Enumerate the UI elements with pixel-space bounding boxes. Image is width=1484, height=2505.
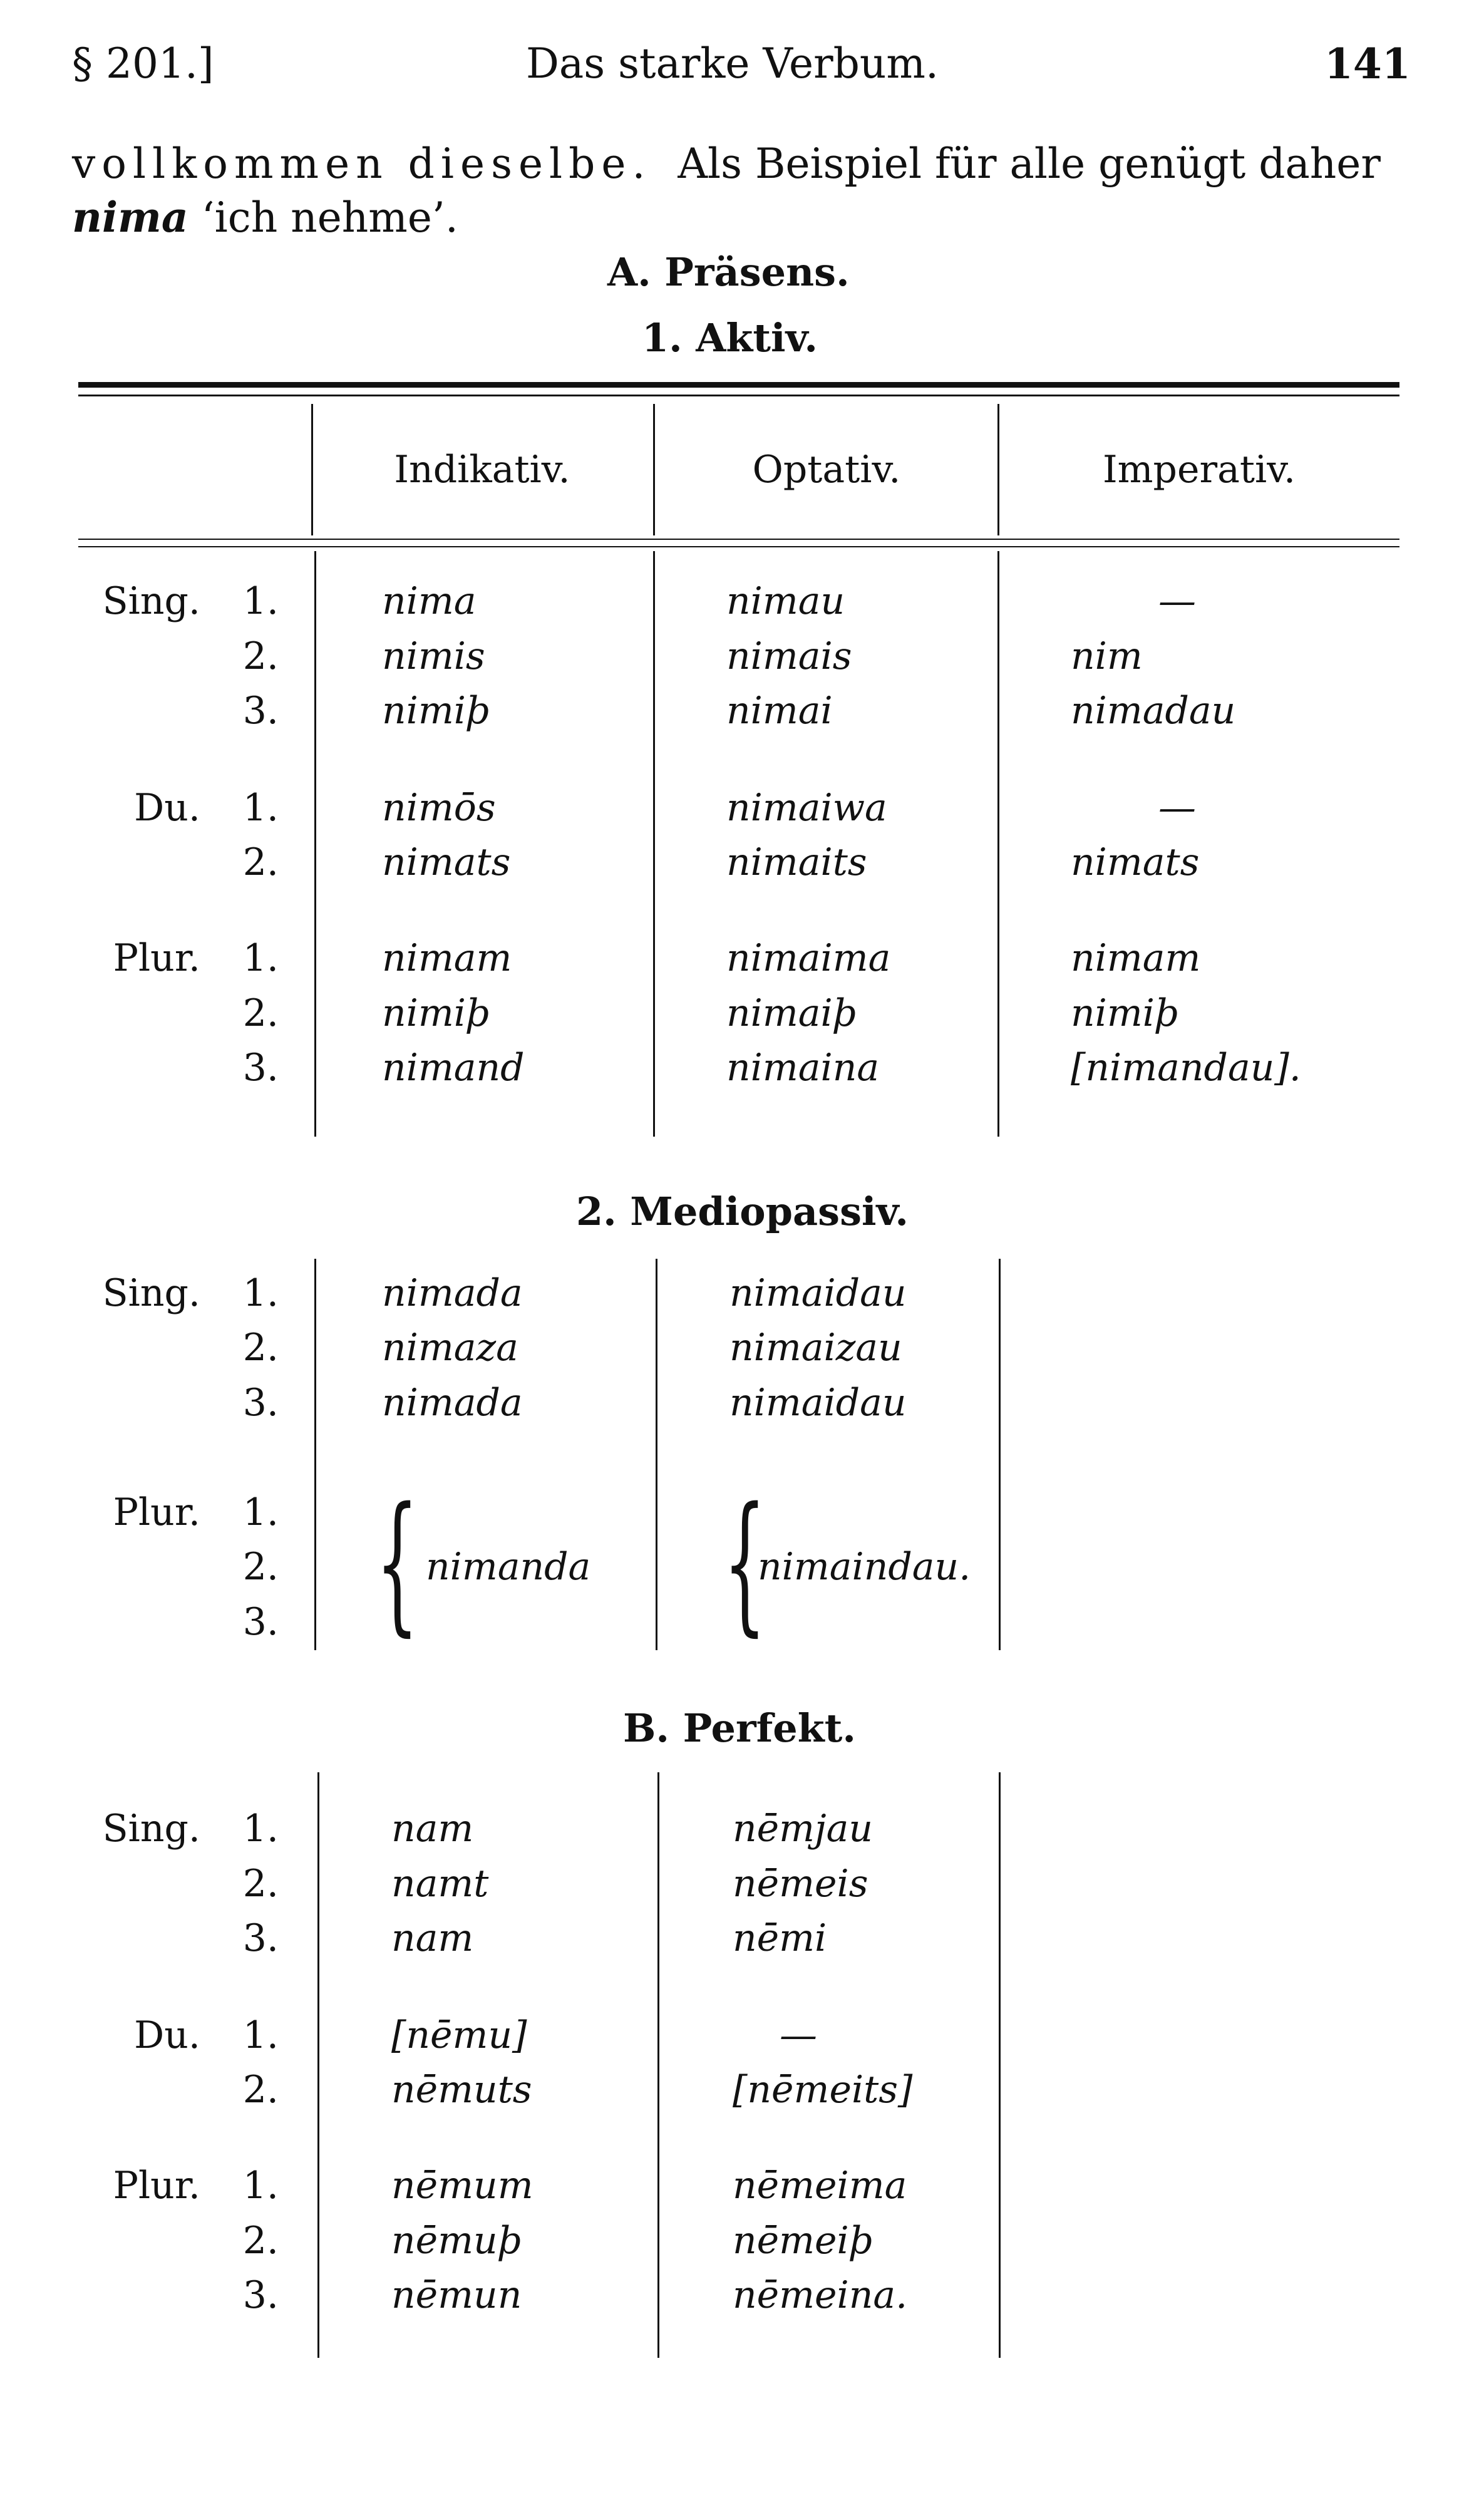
row-number: 2. [242,1545,279,1589]
indikativ-form: nimiþ [382,689,490,733]
aktiv-heading: 1. Aktiv. [642,315,818,361]
perfekt-optativ-form: — [780,2013,817,2057]
imperativ-form: nim [1071,634,1143,678]
row-number: 2. [242,991,279,1035]
brace-indikativ-plural: { [376,1475,419,1650]
running-title: Das starke Verbum. [526,39,939,88]
optativ-form: nimais [726,634,852,678]
section-reference: § 201.] [72,39,214,88]
indikativ-form: nimōs [382,786,496,830]
perfekt-divider-2 [657,1772,659,2358]
optativ-form: nimau [726,579,845,623]
indikativ-form: nimand [382,1046,525,1090]
row-number: 1. [242,936,279,980]
medio-divider-3 [999,1259,1001,1650]
indikativ-form: nimats [382,840,511,884]
row-number: 3. [242,689,279,733]
medio-indikativ-form: nimaza [382,1326,518,1370]
row-number: 3. [242,2273,279,2317]
perfekt-optativ-form: nēmjau [733,1807,873,1851]
row-group-label: Plur. [113,2164,200,2208]
imperativ-form: nimiþ [1071,991,1179,1035]
imperativ-form: — [1158,579,1196,623]
row-number: 2. [242,1326,279,1370]
perfekt-indikativ-form: [nēmu] [391,2013,527,2057]
perfekt-indikativ-form: namt [391,1862,489,1906]
intro-rest-text: Als Beispiel für alle genügt daher [678,140,1381,188]
optativ-form: nimaima [726,936,891,980]
perfekt-optativ-form: nēmeima [733,2164,907,2208]
optativ-form: nimaina [726,1046,880,1090]
optativ-form: nimaiwa [726,786,887,830]
aktiv-header-divider-3 [997,404,999,535]
row-group-label: Sing. [102,1271,200,1315]
optativ-form: nimai [726,689,833,733]
intro-line-1 [72,138,1381,190]
header-separator-rule-2 [78,546,1399,547]
aktiv-header-divider-1 [311,404,313,535]
perfekt-optativ-form: nēmeina. [733,2273,908,2317]
aktiv-body-divider-3 [997,551,999,1137]
row-group-label: Plur. [113,1490,200,1534]
header-separator-rule-1 [78,539,1399,540]
section-a-heading: A. Präsens. [607,249,850,295]
row-group-label: Sing. [102,1807,200,1851]
row-number: 2. [242,2219,279,2263]
optativ-form: nimaits [726,840,867,884]
row-number: 1. [242,1490,279,1534]
aktiv-body-divider-2 [653,551,655,1137]
row-number: 3. [242,1381,279,1425]
indikativ-form: nima [382,579,477,623]
optativ-form: nimaiþ [726,991,857,1035]
medio-optativ-form: nimaindau. [758,1545,971,1589]
row-number: 3. [242,1600,279,1644]
medio-divider-2 [656,1259,657,1650]
medio-indikativ-form: nimada [382,1381,523,1425]
indikativ-form: nimiþ [382,991,490,1035]
medio-indikativ-form: nimanda [426,1545,591,1589]
imperativ-form: [nimandau]. [1071,1046,1301,1090]
column-header-indikativ: Indikativ. [394,448,570,492]
row-number: 2. [242,634,279,678]
imperativ-form: nimam [1071,936,1201,980]
medio-optativ-form: nimaidau [729,1271,907,1315]
intro-spaced-text: vollkommen dieselbe. [72,140,652,188]
imperativ-form: nimats [1071,840,1200,884]
aktiv-header-divider-2 [653,404,655,535]
mediopassiv-heading: 2. Mediopassiv. [576,1189,909,1234]
indikativ-form: nimam [382,936,512,980]
row-number: 1. [242,1271,279,1315]
row-number: 1. [242,786,279,830]
row-number: 2. [242,840,279,884]
perfekt-indikativ-form: nam [391,1916,474,1960]
indikativ-form: nimis [382,634,485,678]
imperativ-form: nimadau [1071,689,1236,733]
section-b-heading: B. Perfekt. [623,1705,856,1751]
example-word: nima [72,193,188,242]
row-group-label: Sing. [102,579,200,623]
row-group-label: Du. [134,786,200,830]
brace-optativ-plural: { [723,1475,766,1650]
row-number: 1. [242,2013,279,2057]
perfekt-optativ-form: [nēmeits] [733,2068,913,2112]
perfekt-divider-3 [999,1772,1001,2358]
row-number: 1. [242,579,279,623]
perfekt-divider-1 [317,1772,319,2358]
column-header-imperativ: Imperativ. [1102,448,1296,492]
imperativ-form: — [1158,786,1196,830]
table-top-rule-thin [78,395,1399,396]
row-number: 1. [242,2164,279,2208]
row-number: 3. [242,1046,279,1090]
medio-optativ-form: nimaizau [729,1326,902,1370]
row-group-label: Du. [134,2013,200,2057]
column-header-optativ: Optativ. [752,448,901,492]
page-number: 141 [1324,39,1411,88]
example-gloss: ‘ich nehme’. [201,194,458,242]
perfekt-indikativ-form: nam [391,1807,474,1851]
medio-divider-1 [314,1259,316,1650]
intro-line-2 [72,191,458,244]
perfekt-indikativ-form: nēmuþ [391,2219,522,2263]
perfekt-optativ-form: nēmi [733,1916,827,1960]
perfekt-optativ-form: nēmeiþ [733,2219,873,2263]
perfekt-indikativ-form: nēmuts [391,2068,532,2112]
perfekt-optativ-form: nēmeis [733,1862,868,1906]
row-number: 2. [242,1862,279,1906]
medio-indikativ-form: nimada [382,1271,523,1315]
table-top-rule-thick [78,382,1399,388]
row-number: 2. [242,2068,279,2112]
row-number: 3. [242,1916,279,1960]
row-group-label: Plur. [113,936,200,980]
perfekt-indikativ-form: nēmum [391,2164,533,2208]
row-number: 1. [242,1807,279,1851]
aktiv-body-divider-1 [314,551,316,1137]
medio-optativ-form: nimaidau [729,1381,907,1425]
perfekt-indikativ-form: nēmun [391,2273,522,2317]
